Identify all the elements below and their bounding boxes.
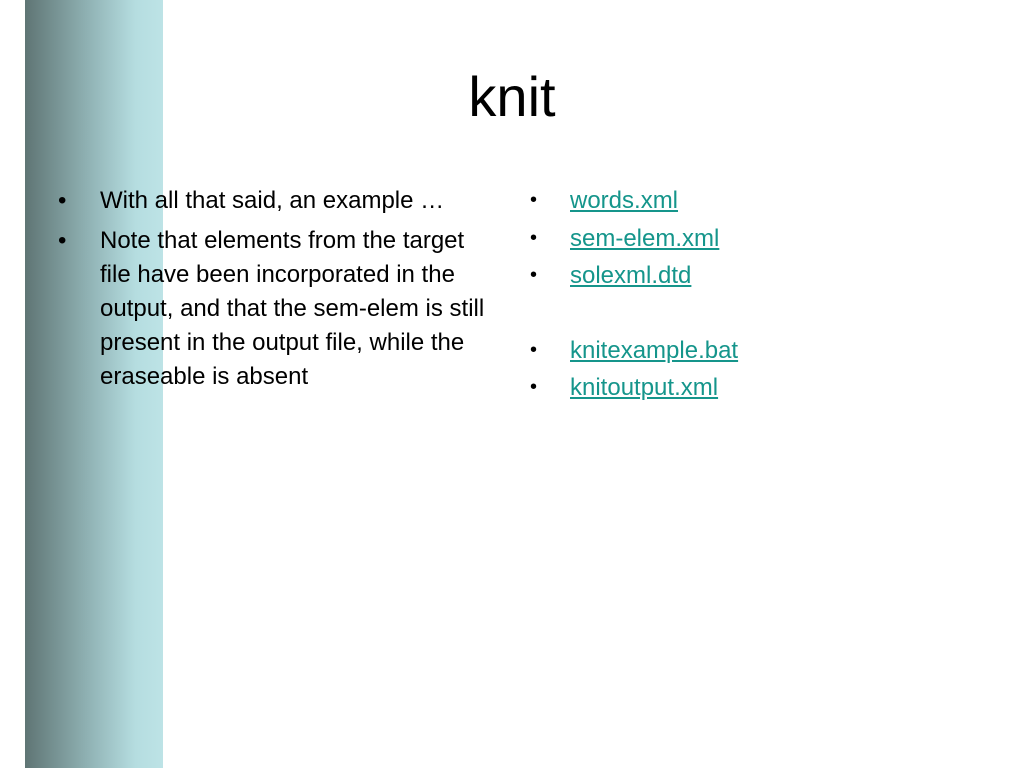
bullet-icon: • bbox=[58, 227, 67, 254]
link-item bbox=[530, 369, 990, 407]
bullet-text: Note that elements from the target file have been incorporated in the output, and that the sem-elem is still present in the output file, while the eraseable is absent bbox=[100, 227, 485, 390]
bullet-icon: • bbox=[530, 189, 538, 211]
link-words-xml[interactable]: words.xml bbox=[570, 187, 679, 214]
link-item bbox=[530, 182, 990, 220]
bullet-icon: • bbox=[530, 264, 538, 286]
bullet-item bbox=[58, 224, 498, 394]
slide-title: knit bbox=[468, 65, 556, 128]
bullet-icon: • bbox=[530, 226, 538, 249]
right-link-list bbox=[530, 182, 990, 407]
link-sem-elem-xml[interactable]: sem-elem.xml bbox=[570, 224, 720, 252]
link-item bbox=[530, 220, 990, 258]
bullet-icon: • bbox=[530, 338, 538, 361]
link-knitoutput-xml[interactable]: knitoutput.xml bbox=[570, 374, 719, 401]
link-item bbox=[530, 257, 990, 295]
bullet-item bbox=[58, 184, 498, 218]
bullet-icon: • bbox=[530, 376, 538, 398]
bullet-icon: • bbox=[58, 187, 67, 214]
bullet-text: With all that said, an example … bbox=[100, 187, 445, 214]
link-item bbox=[530, 332, 990, 370]
link-solexml-dtd[interactable]: solexml.dtd bbox=[570, 262, 692, 289]
left-bullet-list bbox=[58, 184, 498, 400]
link-knitexample-bat[interactable]: knitexample.bat bbox=[570, 336, 739, 364]
